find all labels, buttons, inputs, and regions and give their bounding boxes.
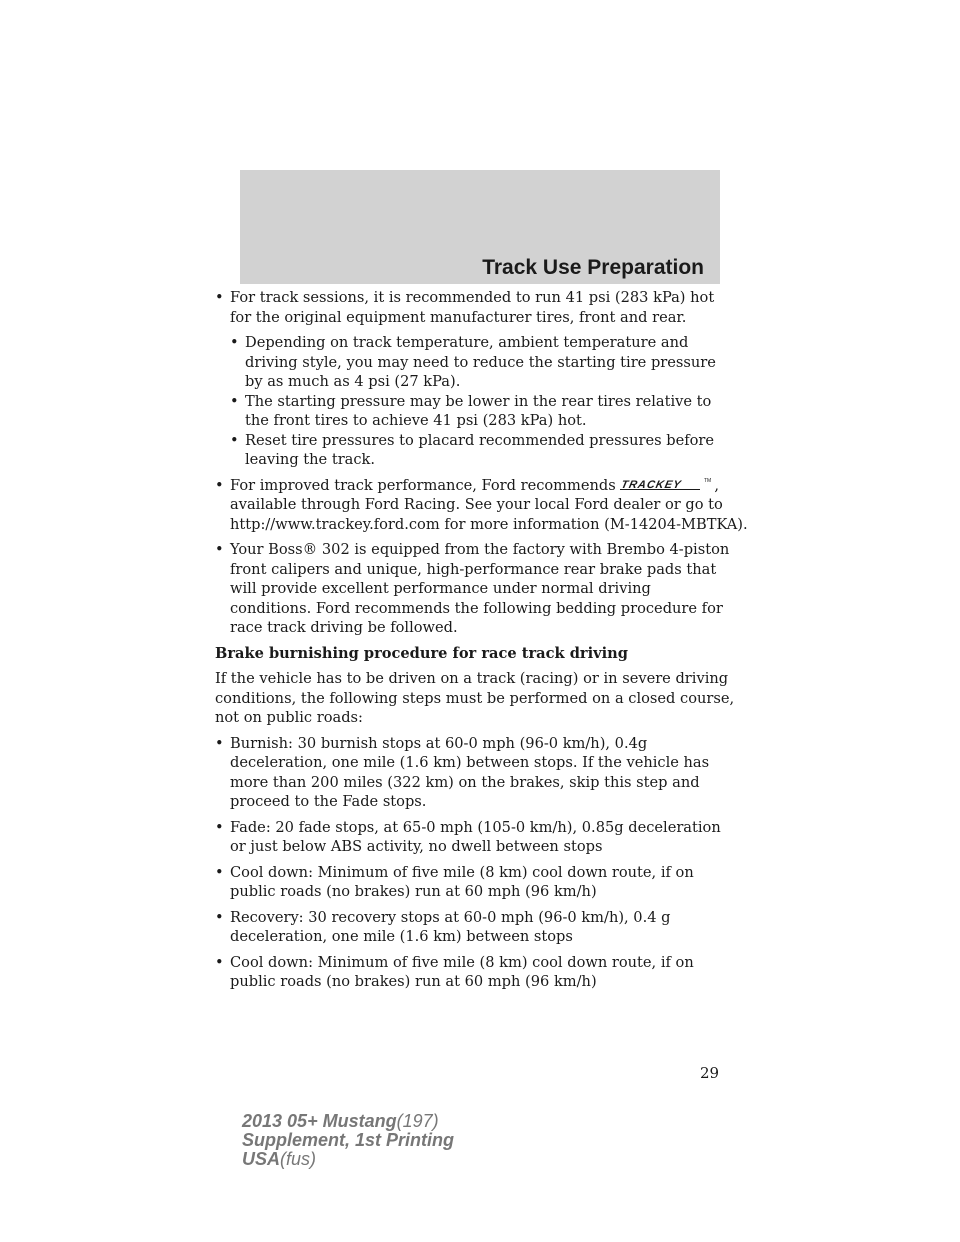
section-heading: Brake burnishing procedure for race track driving [215,644,628,662]
footer-edition-info [242,1112,454,1169]
footer-market-code: (fus) [280,1149,317,1169]
sub-bullet-item [230,392,735,431]
footer-printing: Supplement, 1st Printing [242,1130,455,1150]
bullet-marker: • [230,392,239,410]
bullet-marker: • [215,289,224,306]
bullet-text: , [714,476,720,494]
sub-bullet-item [230,333,735,392]
svg-text:TM: TM [704,477,712,484]
sub-bullet-text: Reset tire pressures to placard recommended pressures before leaving the track. [245,431,715,468]
step-item [215,908,735,947]
step-text: Fade: 20 fade stops, at 65-0 mph (105-0 km/h), 0.85g deceleration or just below ABS activity, no dwell between stops [230,818,721,855]
bullet-marker: • [215,734,224,752]
footer-line [242,1150,454,1169]
footer-line [242,1131,454,1150]
bullet-tire-pressure [215,288,735,327]
step-item [215,863,735,902]
footer-line [242,1112,454,1131]
bullet-text: available through Ford Racing. See your local Ford dealer or go to [230,496,723,513]
step-item [215,953,735,992]
step-item [215,734,735,812]
step-text: Burnish: 30 burnish stops at 60-0 mph (96-0 km/h), 0.4g deceleration, one mile (1.6 km) between stops. If the vehicle has more than 200 miles (322 km) on the brakes, skip this step and proceed to the Fade stops. [230,734,710,810]
section-title: Track Use Preparation [482,256,704,279]
bullet-marker: • [215,818,224,836]
bullet-marker: • [215,476,224,494]
bullet-text: For improved track performance, Ford recommends [230,476,616,494]
trackey-logo [620,477,714,491]
bullet-text: For track sessions, it is recommended to run 41 psi (283 kPa) hot for the original equipment manufacturer tires, front and rear. [230,289,715,326]
step-text: Cool down: Minimum of five mile (8 km) cool down route, if on public roads (no brakes) run at 60 mph (96 km/h) [230,953,694,990]
bullet-marker: • [215,908,224,926]
step-text: Cool down: Minimum of five mile (8 km) cool down route, if on public roads (no brakes) run at 60 mph (96 km/h) [230,863,694,900]
bullet-marker: • [215,541,224,558]
bullet-marker: • [230,431,239,449]
bullet-marker: • [215,953,224,971]
step-text: Recovery: 30 recovery stops at 60-0 mph (96-0 km/h), 0.4 g deceleration, one mile (1.6 km) between stops [230,908,671,945]
intro-paragraph: If the vehicle has to be driven on a track (racing) or in severe driving conditions, the following steps must be performed on a closed course, not on public roads: [215,670,735,726]
footer-model-code: (197) [396,1111,439,1131]
bullet-trackey [215,476,748,535]
bullet-text: Your Boss® 302 is equipped from the factory with Brembo 4-piston front calipers and unique, high-performance rear brake pads that will provide excellent performance under normal driving conditions. Ford recommends the following bedding procedure for race track driving be followed. [230,541,730,636]
footer-model: 2013 05+ Mustang [242,1111,397,1131]
sub-bullet-list [215,333,735,470]
sub-bullet-text: Depending on track temperature, ambient temperature and driving style, you may need to reduce the starting tire pressure by as much as 4 psi (27 kPa). [245,334,716,390]
svg-text:TRACKEY: TRACKEY [620,478,684,491]
sub-bullet-text: The starting pressure may be lower in the rear tires relative to the front tires to achieve 41 psi (283 kPa) hot. [245,392,712,429]
bullet-marker: • [230,334,239,351]
footer-market: USA [242,1149,281,1169]
step-item [215,818,735,857]
bullet-marker: • [215,863,224,881]
bullet-boss-brakes [215,540,735,638]
page-content [215,288,748,998]
page-number: 29 [700,1064,720,1082]
section-header [240,170,720,284]
trackey-url-text: http://www.trackey.ford.com for more information (M-14204-MBTKA). [230,515,748,533]
sub-bullet-item [230,431,735,470]
